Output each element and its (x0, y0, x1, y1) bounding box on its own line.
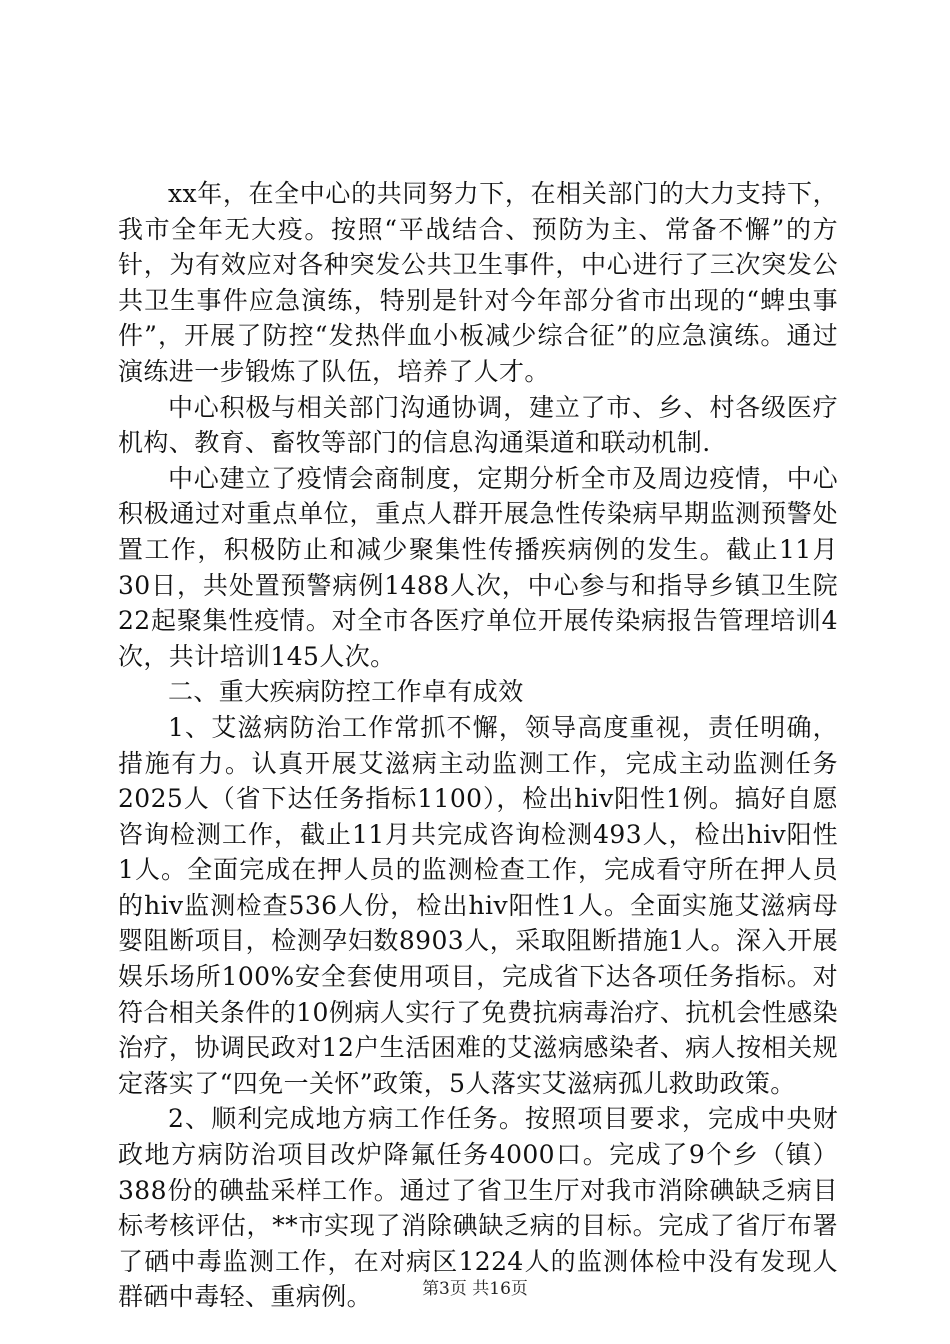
page-footer: 第3页 共16页 (422, 1279, 528, 1299)
section-heading: 二、重大疾病防控工作卓有成效 (168, 677, 524, 707)
paragraph-coordination: 中心积极与相关部门沟通协调，建立了市、乡、村各级医疗机构、教育、畜牧等部门的信息沟通渠道和联动机制. (118, 392, 838, 458)
paragraph-aids-prevention: 1、艾滋病防治工作常抓不懈，领导高度重视，责任明确，措施有力。认真开展艾滋病主动监测工作，完成主动监测任务2025人（省下达任务指标1100），检出hiv阳性1例。搞好自愿咨询检测工作，截止11月共完成咨询检测493人，检出hiv阳性1人。全面完成在押人员的监测检查工作，完成看守所在押人员的hiv监测检查536人份，检出hiv阳性1人。全面实施艾滋病母婴阻断项目，检测孕妇数8903人，采取阻断措施1人。深入开展娱乐场所100%安全套使用项目，完成省下达各项任务指标。对符合相关条件的10例病人实行了免费抗病毒治疗、抗机会性感染治疗，协调民政对12户生活困难的艾滋病感染者、病人按相关规定落实了“四免一关怀”政策，5人落实艾滋病孤儿救助政策。 (118, 712, 838, 1098)
paragraph-epidemic-consultation: 中心建立了疫情会商制度，定期分析全市及周边疫情，中心积极通过对重点单位，重点人群开展急性传染病早期监测预警处置工作，积极防止和减少聚集性传播疾病例的发生。截止11月30日，共处置预警病例1488人次，中心参与和指导乡镇卫生院22起聚集性疫情。对全市各医疗单位开展传染病报告管理培训4次，共计培训145人次。 (118, 463, 838, 671)
paragraph-endemic-disease: 2、顺利完成地方病工作任务。按照项目要求，完成中央财政地方病防治项目改炉降氟任务4000口。完成了9个乡（镇）388份的碘盐采样工作。通过了省卫生厅对我市消除碘缺乏病目标考核评估，**市实现了消除碘缺乏病的目标。完成了省厅布署了硒中毒监测工作，在对病区1224人的监测体检中没有发现人群硒中毒轻、重病例。 (118, 1104, 838, 1312)
paragraph-emergency-drills: xx年，在全中心的共同努力下，在相关部门的大力支持下，我市全年无大疫。按照“平战结合、预防为主、常备不懈”的方针，为有效应对各种突发公共卫生事件，中心进行了三次突发公共卫生事件应急演练，特别是针对今年部分省市出现的“蜱虫事件”，开展了防控“发热伴血小板减少综合征”的应急演练。通过演练进一步锻炼了队伍，培养了人才。 (118, 179, 838, 386)
document-body (118, 176, 838, 1315)
